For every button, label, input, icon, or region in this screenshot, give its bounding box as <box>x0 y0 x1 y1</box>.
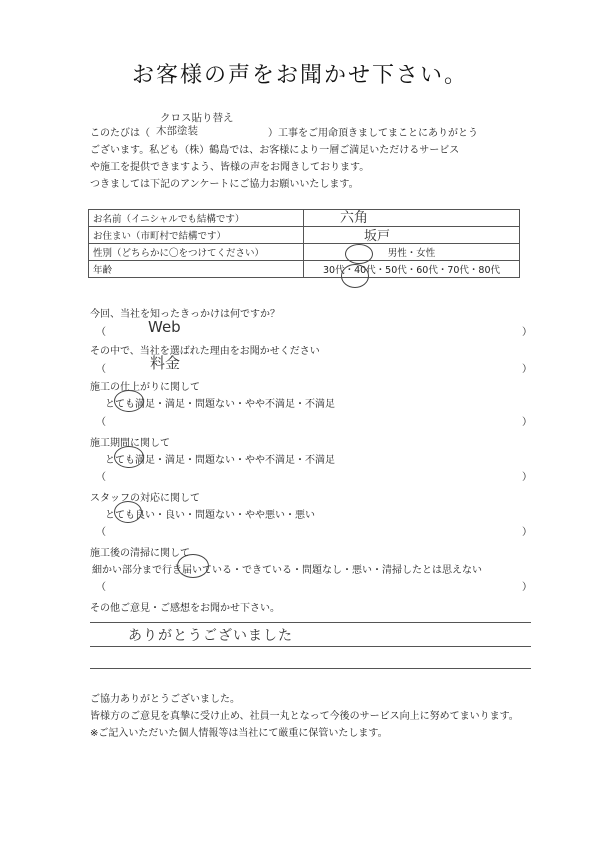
q5-paren-close: ） <box>522 527 532 538</box>
work-handwritten-2: 木部塗装 <box>156 125 198 137</box>
comment-line-1 <box>90 622 531 623</box>
address-value-cell <box>304 227 520 244</box>
question-1: 今回、当社を知ったきっかけは何ですか？ <box>90 309 280 320</box>
q6-paren-open: （ <box>96 582 106 593</box>
q2-paren-open: （ <box>96 364 106 375</box>
intro-prefix: このたびは（ <box>90 128 150 139</box>
q5-selection-mark <box>114 501 142 523</box>
address-value: 坂戸 <box>364 229 391 244</box>
name-value: 六角 <box>340 210 368 226</box>
q1-answer: Web <box>148 318 181 336</box>
q3-selection-mark <box>114 390 144 412</box>
q6-selection-mark <box>177 554 209 578</box>
intro-line-3: や施工を提供できますよう、皆様の声をお聞きしております。 <box>90 162 370 173</box>
closing-line-1: ご協力ありがとうございました。 <box>90 694 240 705</box>
question-6: 施工後の清掃に関して <box>90 548 190 559</box>
gender-options: 男性・女性 <box>304 244 520 261</box>
q3-options: とても満足・満足・問題ない・やや不満足・不満足 <box>105 399 335 410</box>
closing-line-2: 皆様方のご意見を真摯に受け止め、社員一丸となって今後のサービス向上に努めてまいります。 <box>90 711 519 722</box>
q6-options: 細かい部分まで行き届いている・できている・問題なし・悪い・清掃したとは思えない <box>92 565 482 576</box>
q2-paren-close: ） <box>522 364 532 375</box>
q4-paren-close: ） <box>522 472 532 483</box>
work-handwritten-1: クロス貼り替え <box>160 112 234 124</box>
q1-paren-close: ） <box>522 327 532 338</box>
age-selection-mark <box>341 264 369 288</box>
intro-line-2: ございます。私ども（株）鶴島では、お客様により一層ご満足いただけるサービス <box>90 145 460 156</box>
gender-selection-mark <box>345 244 373 264</box>
q4-selection-mark <box>114 446 144 468</box>
intro-line-4: つきましては下記のアンケートにご協力お願いいたします。 <box>90 179 359 190</box>
name-row <box>89 210 520 227</box>
gender-label: 性別（どちらかに〇をつけてください） <box>89 244 304 261</box>
question-5: スタッフの対応に関して <box>90 493 200 504</box>
address-row <box>89 227 520 244</box>
intro-suffix: ）工事をご用命頂きましてまことにありがとう <box>268 128 478 139</box>
q3-paren-open: （ <box>96 417 106 428</box>
gender-row <box>89 244 520 261</box>
page-title: お客様の声をお聞かせ下さい。 <box>131 63 468 88</box>
question-2: その中で、当社を選ばれた理由をお聞かせください <box>90 346 320 357</box>
address-label: お住まい（市町村で結構です） <box>89 227 304 244</box>
name-value-cell <box>304 210 520 227</box>
q6-paren-close: ） <box>522 582 532 593</box>
question-4: 施工期間に関して <box>90 438 170 449</box>
age-options: 30代・40代・50代・60代・70代・80代 <box>304 261 520 278</box>
q1-paren-open: （ <box>96 327 106 338</box>
customer-info-table <box>88 209 520 278</box>
comment-line-2 <box>90 646 531 647</box>
closing-line-3: ※ご記入いただいた個人情報等は当社にて厳重に保管いたします。 <box>90 728 388 739</box>
q4-paren-open: （ <box>96 472 106 483</box>
age-row <box>89 261 520 278</box>
q5-options: とても良い・良い・問題ない・やや悪い・悪い <box>105 510 315 521</box>
age-label: 年齢 <box>89 261 304 278</box>
question-7: その他ご意見・ご感想をお聞かせ下さい。 <box>90 603 280 614</box>
q2-answer: 料金 <box>150 354 181 372</box>
question-3: 施工の仕上がりに関して <box>90 382 200 393</box>
q3-paren-close: ） <box>522 417 532 428</box>
q7-answer: ありがとうございました <box>128 628 293 644</box>
comment-line-3 <box>90 668 531 669</box>
name-label: お名前（イニシャルでも結構です） <box>89 210 304 227</box>
q5-paren-open: （ <box>96 527 106 538</box>
q4-options: とても満足・満足・問題ない・やや不満足・不満足 <box>105 455 335 466</box>
